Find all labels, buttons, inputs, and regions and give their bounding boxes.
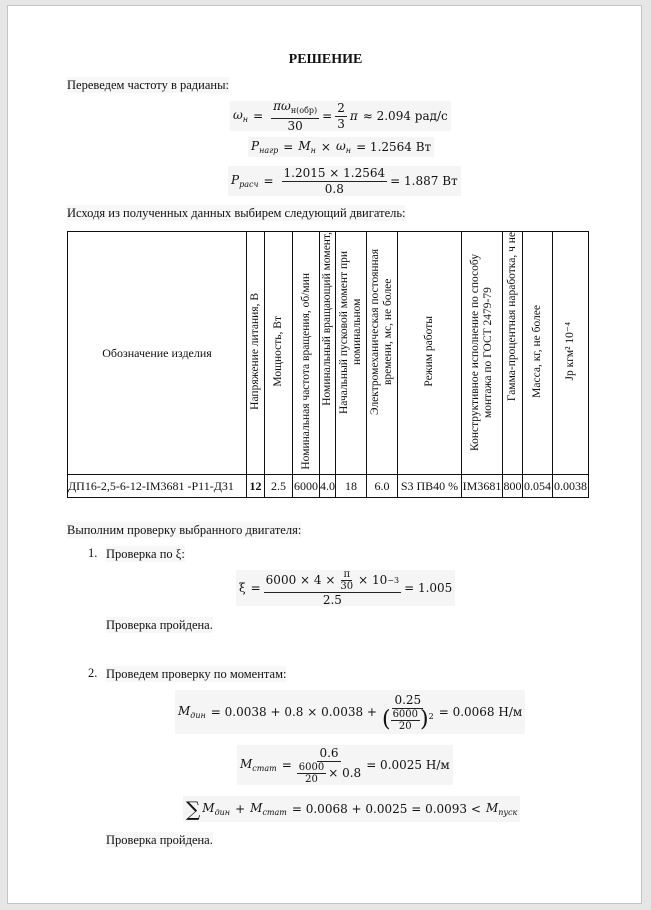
- header-cell: Номинальный вращающий момент,: [320, 232, 336, 475]
- m-stat-result: = 0.0025 Н/м: [366, 758, 450, 772]
- header-cell: Конструктивное исполнение по способу монтажа по ГОСТ 2479-79: [462, 232, 503, 475]
- header-cell: Jр кгм² 10⁻⁴: [553, 232, 589, 475]
- cell-time-constant: 6.0: [367, 475, 398, 498]
- header-cell: Гамма-процентная наработка, ч не: [503, 232, 523, 475]
- selection-paragraph: Исходя из полученных данных выбирем следующий двигатель:: [67, 206, 406, 220]
- omega-result: ≈ 2.094 рад/с: [362, 109, 448, 123]
- formula-p-load: $P_{нагр}$ = $M_н$ × $\omega_н$ = 1.2564 Вт: [248, 137, 434, 157]
- formula-omega: $\omega_н$ = $\frac{\pi\omega_{н(обр)}}{30}$ = $\frac{2}{3}$ π ≈ 2.094 рад/с: [230, 101, 451, 131]
- cell-inertia: 0.0038: [553, 475, 589, 498]
- header-cell: Масса, кг, не более: [523, 232, 553, 475]
- cell-designation: ДП16-2,5-6-12-IM3681 -Р11-Д31: [68, 475, 247, 498]
- formula-m-dyn: $M_{дин}$ = 0.0038 + 0.8 × 0.0038 + 0.25 ( $\frac{6000}{20}$ ) $^2$ = 0.0068 Н/м: [175, 690, 525, 734]
- check1-label: Проверка по ξ:: [106, 547, 185, 561]
- formula-m-stat: $M_{стат}$ = 0.6 $\frac{6000}{20}$ × 0.8 = 0.0025 Н/м: [237, 745, 453, 785]
- header-cell: Обозначение изделия: [68, 232, 247, 475]
- check1-result: Проверка пройдена.: [106, 618, 213, 632]
- cell-start-torque: 18: [336, 475, 367, 498]
- document-title: РЕШЕНИЕ: [288, 52, 363, 67]
- cell-torque: 4.0: [320, 475, 336, 498]
- cell-lifetime: 800: [503, 475, 523, 498]
- cell-mode: S3 ПВ40 %: [398, 475, 462, 498]
- header-cell: Электромеханическая постоянная времени, мс, не более: [367, 232, 398, 475]
- motor-spec-table: [67, 231, 589, 498]
- cell-voltage: 12: [247, 475, 265, 498]
- check-intro-paragraph: Выполним проверку выбранного двигателя:: [67, 523, 302, 537]
- cell-power: 2.5: [265, 475, 293, 498]
- list-number-1: 1.: [88, 546, 98, 560]
- formula-xi: ξ = 6000 × 4 × $\frac{\pi}{30}$ × 10 −3 2.5 = 1.005: [236, 570, 455, 606]
- table-header-row: [68, 232, 589, 475]
- omega-fraction: $\frac{\pi\omega_{н(обр)}}{30}$: [273, 98, 318, 133]
- sigma-icon: ∑: [186, 797, 201, 821]
- check2-label: Проведем проверку по моментам:: [106, 667, 287, 681]
- header-cell: Напряжение литания, В: [247, 232, 265, 475]
- p-calc-result: = 1.887 Вт: [390, 174, 458, 188]
- m-dyn-result: = 0.0068 Н/м: [438, 705, 523, 719]
- omega-lhs: $\omega_н$: [233, 108, 249, 124]
- cell-mounting: IM3681: [462, 475, 503, 498]
- formula-p-calc: $P_{расч}$ = $\frac{1.2015 \times 1.2564}{0.8}$ = 1.887 Вт: [228, 166, 461, 196]
- intro-paragraph: Переведем частоту в радианы:: [67, 78, 229, 92]
- cell-mass: 0.054: [523, 475, 553, 498]
- p-load-result: = 1.2564 Вт: [356, 140, 432, 154]
- two-thirds-fraction: $\frac{2}{3}$: [337, 100, 345, 131]
- xi-result: = 1.005: [404, 581, 453, 595]
- cell-speed: 6000: [293, 475, 320, 498]
- list-number-2: 2.: [88, 666, 98, 680]
- check2-result: Проверка пройдена.: [106, 833, 213, 847]
- header-cell: Начальный пусковой момент при номинальном: [336, 232, 367, 475]
- table-row: [68, 475, 589, 498]
- header-cell: Номинальная частота вращения, об/мин: [293, 232, 320, 475]
- header-cell: Мощность, Вт: [265, 232, 293, 475]
- header-cell: Режим работы: [398, 232, 462, 475]
- formula-moment-sum: ∑ $M_{дин}$ + $M_{стат}$ = 0.0068 + 0.0025 = 0.0093 < $M_{пуск}$: [183, 796, 520, 822]
